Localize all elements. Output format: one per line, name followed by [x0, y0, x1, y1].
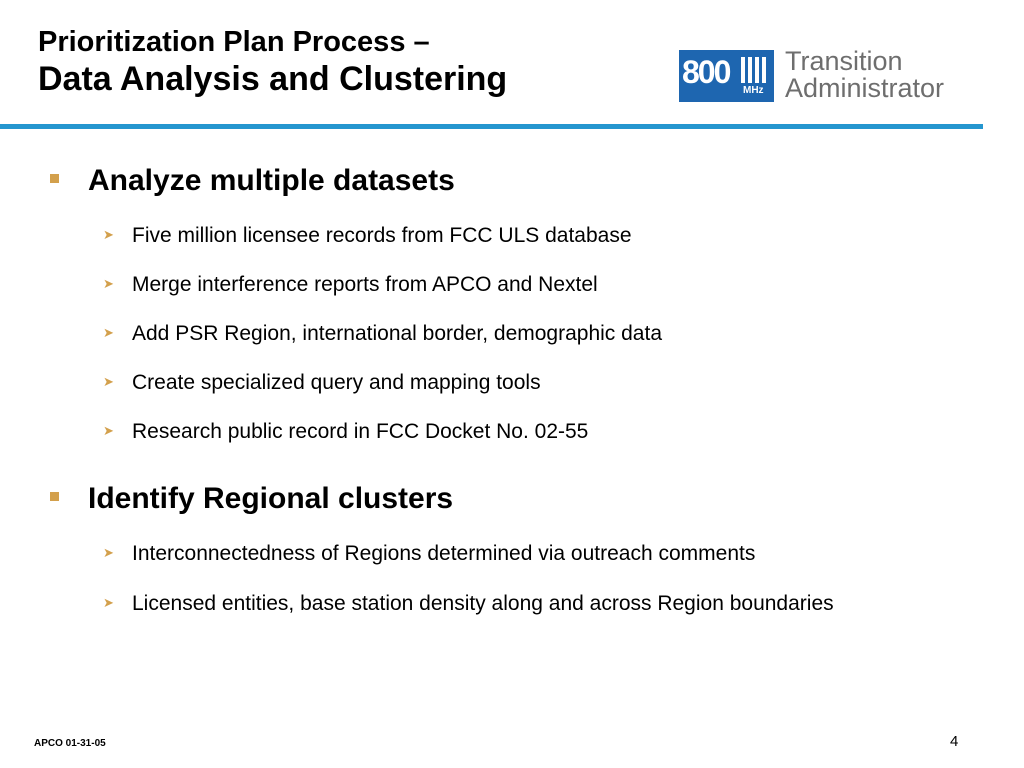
arrow-bullet-icon: ➤	[103, 545, 114, 560]
logo-digits: 800	[682, 54, 730, 90]
square-bullet-icon	[50, 174, 59, 183]
logo-wordmark-line-2: Administrator	[785, 73, 945, 103]
sub-bullet-text: Research public record in FCC Docket No. 02-55	[132, 420, 589, 443]
title-line-2: Data Analysis and Clustering	[38, 60, 508, 98]
sub-bullet-text: Create specialized query and mapping tools	[132, 371, 541, 394]
sub-bullet-text: Interconnectedness of Regions determined via outreach comments	[132, 542, 756, 565]
bullet-heading: Identify Regional clusters	[88, 482, 454, 515]
sub-bullet-text: Merge interference reports from APCO and Nextel	[132, 273, 598, 296]
footer-label: APCO 01-31-05	[34, 738, 106, 749]
page-number: 4	[950, 733, 959, 750]
logo-mhz-label: MHz	[743, 85, 764, 96]
arrow-bullet-icon: ➤	[103, 374, 114, 389]
sub-bullet-text: Five million licensee records from FCC ULS database	[132, 224, 632, 247]
sub-bullet-text: Licensed entities, base station density along and across Region boundaries	[132, 592, 834, 615]
title-line-1: Prioritization Plan Process –	[38, 26, 430, 58]
sub-bullet-text: Add PSR Region, international border, demographic data	[132, 322, 663, 345]
arrow-bullet-icon: ➤	[103, 325, 114, 340]
arrow-bullet-icon: ➤	[103, 423, 114, 438]
square-bullet-icon	[50, 492, 59, 501]
arrow-bullet-icon: ➤	[103, 595, 114, 610]
arrow-bullet-icon: ➤	[103, 227, 114, 242]
bullet-heading: Analyze multiple datasets	[88, 164, 455, 197]
arrow-bullet-icon: ➤	[103, 276, 114, 291]
logo-wordmark-line-1: Transition	[785, 46, 903, 76]
